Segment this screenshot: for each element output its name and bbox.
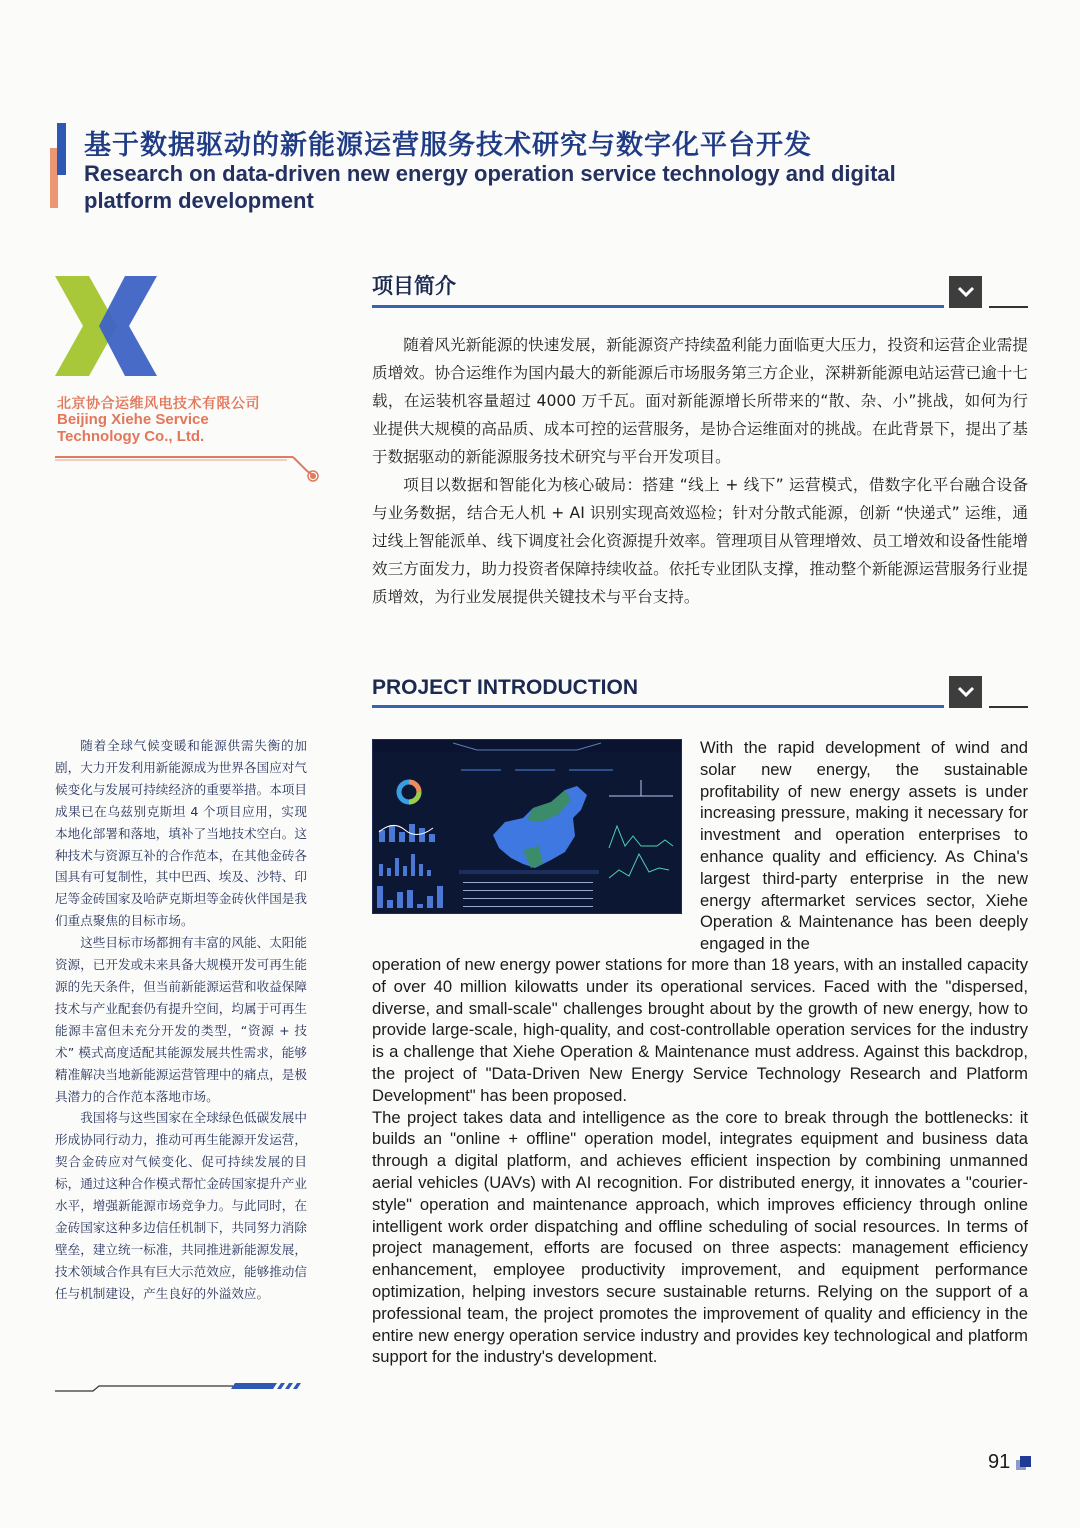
page-marker-square-icon <box>1016 1456 1032 1472</box>
intro-en-paragraph: The project takes data and intelligence as the core to break through the bottlenecks: it builds an "online + offline" operation model, integrates equipment and business data through a digital platform, and achieves efficient inspection by combining unmanned aerial vehicles (UAVs) with AI recognition. For distributed energy, it innovates a "courier-style" operation and maintenance approach, which improves efficiency through online intelligent work order dispatching and offline scheduling of social resources. In terms of project management, efforts are focused on three aspects: management efficiency enhancement, employee productivity improvement, and equipment performance optimization, helping investors secure sustainable returns. Relying on the support of a professional team, the project promotes the improvement of quality and efficiency in the entire new energy operation service industry and provides key technological and platform support for the industry's development. <box>372 1107 1028 1367</box>
company-name-en <box>57 411 209 445</box>
company-name-en-line2: Technology Co., Ltd. <box>57 428 205 445</box>
intro-zh-paragraph: 项目以数据和智能化为核心破局：搭建 “线上 + 线下” 运营模式，借数字化平台融合设备与业务数据，结合无人机 + AI 识别实现高效巡检；针对分散式能源，创新 “快递式” 运维，通过线上智能派单、线下调度社会化资源提升效率。管理项目从管理增效、员工增效和设备性能增效三方面发力，助力投资者保障持续收益。依托专业团队支撑，推动整个新能源运营服务行业提质增效，为行业发展提供关键技术与平台支持。 <box>372 476 1028 606</box>
xiehe-x-logo-icon <box>55 276 165 376</box>
page-number: 91 <box>988 1451 1011 1473</box>
section-header-intro-zh <box>372 268 1028 308</box>
chevron-down-icon <box>949 676 982 708</box>
sidebar-paragraph: 随着全球气候变暖和能源供需失衡的加剧，大力开发利用新能源成为世界各国应对气候变化与发展可持续经济的重要举措。本项目成果已在乌兹别克斯坦 4 个项目应用，实现本地化部署和落地，填补了当地技术空白。这种技术与资源互补的合作范本，在其他金砖各国具有可复制性，其中巴西、埃及、沙特、印尼等金砖国家及哈萨克斯坦等金砖伙伴国是我们重点聚焦的目标市场。 <box>55 738 307 929</box>
page-title-en: Research on data-driven new energy operation service technology and digital platform development <box>84 161 896 213</box>
section-heading-intro-zh: 项目简介 <box>372 274 456 298</box>
page-title-zh: 基于数据驱动的新能源运营服务技术研究与数字化平台开发 <box>84 130 812 161</box>
intro-en-paragraph: operation of new energy power stations for more than 18 years, with an installed capacity of over 40 million kilowatts under its operational services. Faced with the "dispersed, diverse, and small-scale" challenges brought about by the growth of new energy, how to provide large-scale, high-quality, and cost-controllable operation services for the industry is a challenge that Xiehe Operation & Maintenance must address. Against this backdrop, the project of "Data-Driven New Energy Service Technology Research and Platform Development" has been proposed. <box>372 955 1028 1105</box>
intro-en-wrapped-text: With the rapid development of wind and solar new energy, the sustainable profitability of new energy assets is under increasing pressure, making it necessary for investment and operation enterprises to enhance quality and efficiency. As China's largest third-party enterprise in the new energy aftermarket services sector, Xiehe Operation & Maintenance has been deeply engaged in the <box>700 738 1028 954</box>
section-rule-tail <box>989 706 1028 708</box>
monitoring-dashboard-image <box>372 739 682 914</box>
company-divider <box>55 455 325 485</box>
section-heading-intro-en: PROJECT INTRODUCTION <box>372 676 639 699</box>
sidebar-divider <box>55 1380 310 1394</box>
section-rule <box>372 705 944 708</box>
chevron-down-icon <box>949 276 982 308</box>
sidebar-text <box>55 735 307 1305</box>
company-name-zh: 北京协合运维风电技术有限公司 <box>57 396 260 412</box>
sidebar-paragraph: 我国将与这些国家在全球绿色低碳发展中形成协同行动力，推动可再生能源开发运营，契合金砖应对气候变化、促可持续发展的目标，通过这种合作模式帮忙金砖国家提升产业水平，增强新能源市场竞争力。与此同时，在金砖国家这种多边信任机制下，共同努力消除壁垒，建立统一标准，共同推进新能源发展，技术领域合作具有巨大示范效应，能够推动信任与机制建设，产生良好的外溢效应。 <box>55 1110 307 1301</box>
section-header-intro-en <box>372 668 1028 708</box>
intro-zh-paragraph: 随着风光新能源的快速发展，新能源资产持续盈利能力面临更大压力，投资和运营企业需提质增效。协合运维作为国内最大的新能源后市场服务第三方企业，深耕新能源电站运营已逾十七载，在运装机容量超过 4000 万千瓦。面对新能源增长所带来的“散、杂、小”挑战，如何为行业提供大规模的高品质、成本可控的运营服务，是协合运维面对的挑战。在此背景下，提出了基于数据驱动的新能源服务技术研究与平台开发项目。 <box>372 336 1028 466</box>
intro-zh-body <box>372 331 1028 611</box>
sidebar-paragraph: 这些目标市场都拥有丰富的风能、太阳能资源，已开发或未来具备大规模开发可再生能源的先天条件，但当前新能源运营和收益保障技术与产业配套仍有提升空间，均属于可再生能源丰富但未充分开发的类型，“资源 + 技术” 模式高度适配其能源发展共性需求，能够精准解决当地新能源运营管理中的痛点，是极具潜力的合作范本落地市场。 <box>55 935 307 1104</box>
section-rule-tail <box>989 306 1028 308</box>
title-accent-bar-blue <box>57 123 66 175</box>
intro-en-body <box>372 954 1028 1368</box>
section-rule <box>372 305 944 308</box>
company-name-en-line1: Beijing Xiehe Service <box>57 411 209 428</box>
